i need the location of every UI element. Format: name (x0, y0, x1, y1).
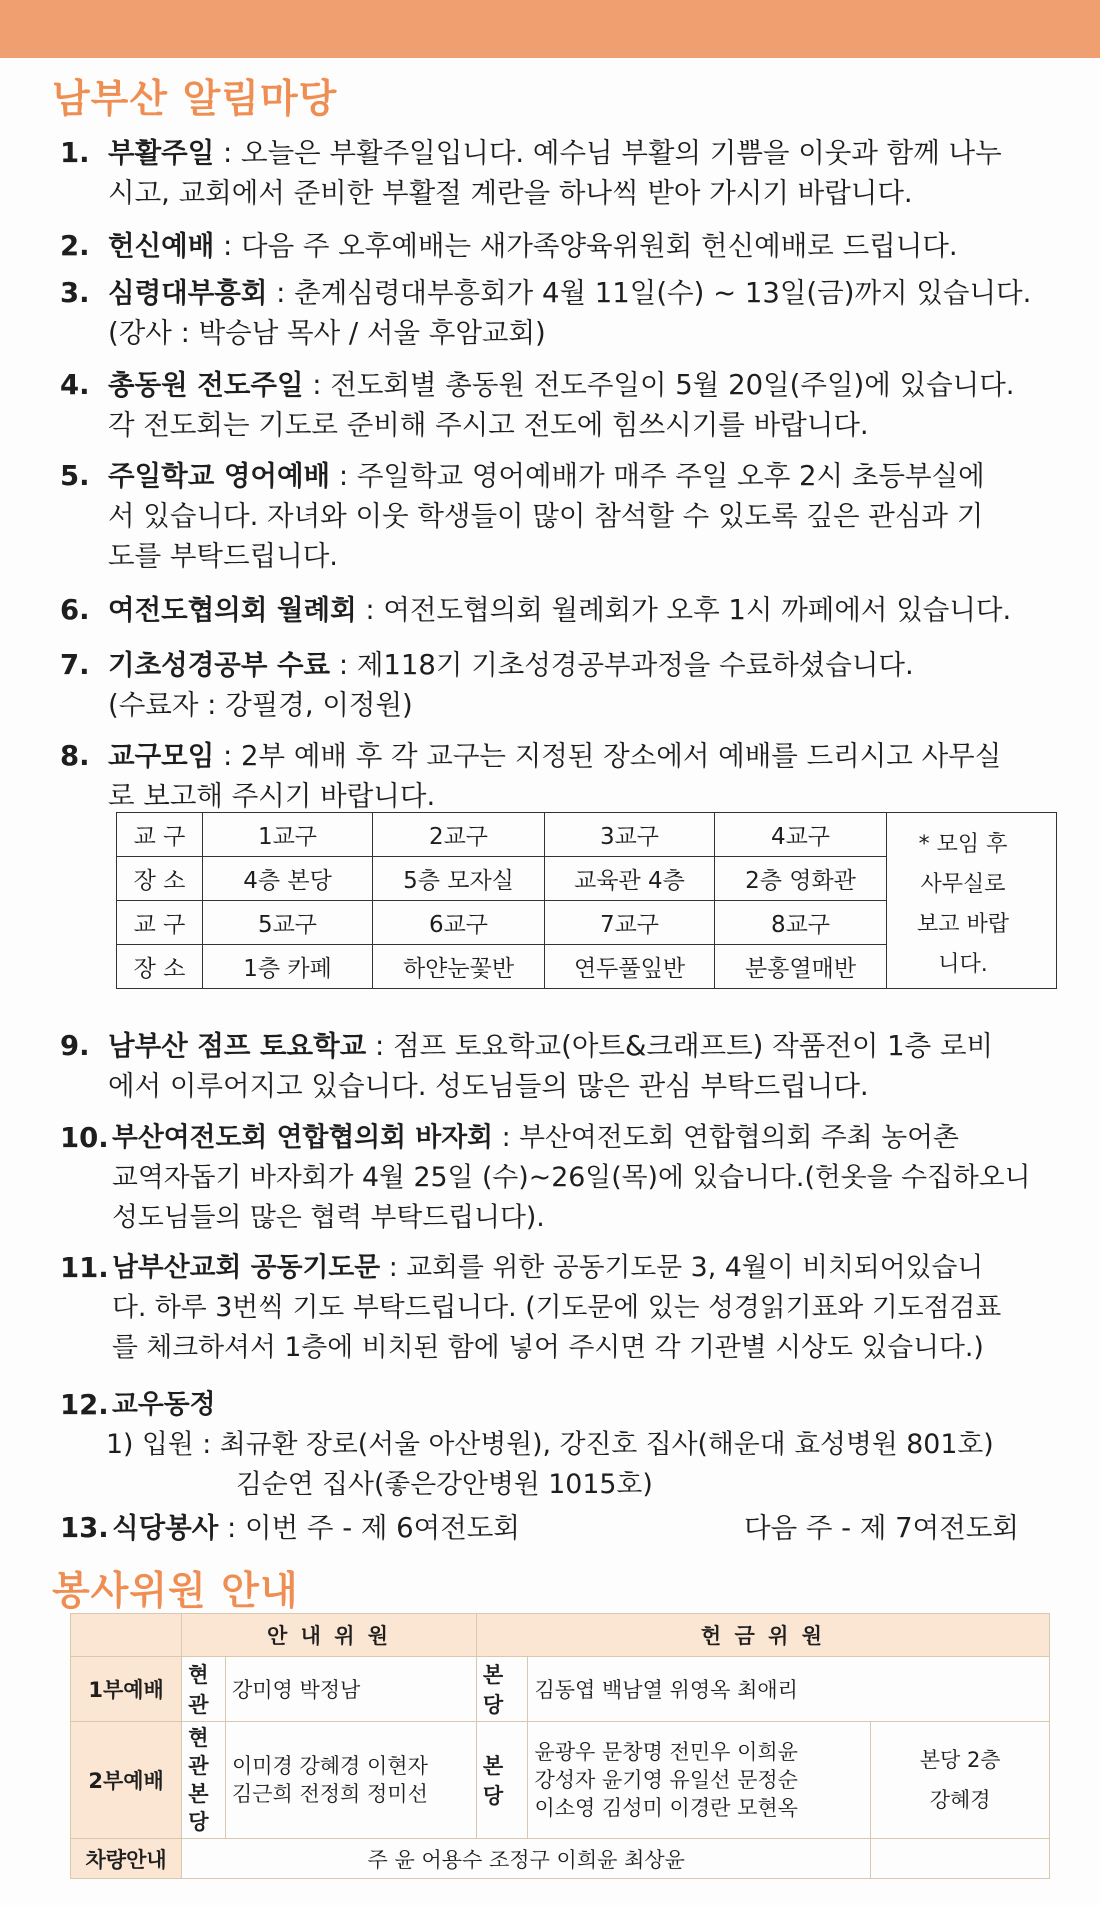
notice-section-title: 남부산 알림마당 (52, 77, 338, 122)
table-row (71, 1614, 1050, 1657)
item-number: 13. (60, 1512, 109, 1544)
item-title: 기초성경공부 수료 (108, 649, 331, 681)
table-cell: 6교구 (373, 901, 545, 945)
item-number: 3. (60, 277, 90, 309)
item-text-line3: 성도님들의 많은 협력 부탁드립니다). (112, 1202, 545, 1233)
volunteer-section-title: 봉사위원 안내 (52, 1569, 299, 1614)
item-number: 8. (60, 740, 90, 772)
item-text: 점프 토요학교(아트&크래프트) 작품전이 1층 로비 (392, 1030, 994, 1062)
row-label: 1부예배 (71, 1657, 182, 1722)
table-cell: 4교구 (715, 813, 887, 857)
item-text-line3: 를 체크하셔서 1층에 비치된 함에 넣어 주시면 각 기관별 시상도 있습니다.) (112, 1332, 984, 1363)
item-text-line2: 로 보고해 주시기 바랍니다. (108, 780, 436, 812)
item-number: 12. (60, 1389, 109, 1421)
top-color-band (0, 0, 1100, 58)
item-number: 10. (60, 1122, 109, 1154)
table-cell: 장 소 (117, 857, 203, 901)
item-title: 심령대부흥회 (108, 277, 268, 309)
item-text: 이번 주 - 제 6여전도회 (245, 1512, 520, 1544)
item-text: 춘계심령대부흥회가 4월 11일(수) ~ 13일(금)까지 있습니다. (294, 277, 1032, 309)
item-text: 여전도협의회 월례회가 오후 1시 까페에서 있습니다. (383, 594, 1012, 626)
table-cell: 교 구 (117, 901, 203, 945)
item-title: 식당봉사 (112, 1512, 219, 1544)
table-cell: 7교구 (545, 901, 715, 945)
table-cell: 1층 카페 (203, 945, 373, 989)
side-assignment: 본당 2층 강혜경 (871, 1722, 1050, 1839)
table-cell: 연두풀잎반 (545, 945, 715, 989)
table-header-offering: 헌 금 위 원 (476, 1614, 1049, 1657)
item-text-line2: (강사 : 박승남 목사 / 서울 후암교회) (108, 317, 546, 349)
item-title: 부산여전도회 연합협의회 바자회 (112, 1122, 494, 1153)
table-cell: 교육관 4층 (545, 857, 715, 901)
item-number: 1. (60, 137, 90, 169)
item-title: 남부산교회 공동기도문 (112, 1252, 381, 1283)
item-title: 부활주일 (108, 137, 215, 169)
place-labels: 현관 본당 (182, 1722, 226, 1839)
item-text: 오늘은 부활주일입니다. 예수님 부활의 기쁨을 이웃과 함께 나누 (241, 137, 1002, 169)
item-number: 6. (60, 594, 90, 626)
item-title: 헌신예배 (108, 230, 215, 262)
item-number: 11. (60, 1252, 109, 1284)
table-cell: 4층 본당 (203, 857, 373, 901)
item-text-line2: 각 전도회는 기도로 준비해 주시고 전도에 힘쓰시기를 바랍니다. (108, 409, 869, 441)
item-text: 부산여전도회 연합협의회 주최 농어촌 (519, 1122, 959, 1153)
table-cell: 5층 모자실 (373, 857, 545, 901)
table-header-guide: 안 내 위 원 (182, 1614, 477, 1657)
table-cell (71, 1614, 182, 1657)
row-label: 차량안내 (71, 1839, 182, 1879)
table-cell: 1교구 (203, 813, 373, 857)
item-title: 남부산 점프 토요학교 (108, 1030, 367, 1062)
item-text-line2: 서 있습니다. 자녀와 이웃 학생들이 많이 참석할 수 있도록 깊은 관심과 기 (108, 500, 984, 532)
item-number: 4. (60, 369, 90, 401)
parish-table-note: * 모임 후 사무실로 보고 바랍 니다. (916, 832, 1009, 977)
item-text-line3: 김순연 집사(좋은강안병원 1015호) (236, 1469, 653, 1500)
item-text: 교회를 위한 공동기도문 3, 4월이 비치되어있습니 (406, 1252, 984, 1283)
table-cell: 8교구 (715, 901, 887, 945)
item-number: 2. (60, 230, 90, 262)
item-number: 9. (60, 1030, 90, 1062)
item-title: 여전도협의회 월례회 (108, 594, 357, 626)
item-text: 주일학교 영어예배가 매주 주일 오후 2시 초등부실에 (356, 460, 985, 492)
item-text: 2부 예배 후 각 교구는 지정된 장소에서 예배를 드리시고 사무실 (241, 740, 1002, 772)
names: 주 윤 어용수 조정구 이희윤 최상윤 (182, 1839, 871, 1879)
table-cell: 3교구 (545, 813, 715, 857)
table-row (71, 1722, 1050, 1839)
names: 강미영 박정남 (225, 1657, 476, 1722)
table-cell: 장 소 (117, 945, 203, 989)
names: 이미경 강혜경 이현자 김근희 전정희 정미선 (225, 1722, 476, 1839)
place-label: 본당 (476, 1657, 528, 1722)
item-title: 교구모임 (108, 740, 215, 772)
volunteer-table (70, 1613, 1050, 1879)
item-text-next: 다음 주 - 제 7여전도회 (744, 1512, 1019, 1544)
item-number: 7. (60, 649, 90, 681)
item-text: 제118기 기초성경공부과정을 수료하셨습니다. (356, 649, 914, 681)
item-text-line2: (수료자 : 강필경, 이정원) (108, 689, 413, 721)
item-text-line2: 에서 이루어지고 있습니다. 성도님들의 많은 관심 부탁드립니다. (108, 1070, 869, 1102)
item-text-line2: 1) 입원 : 최규환 장로(서울 아산병원), 강진호 집사(해운대 효성병원 801호) (106, 1429, 994, 1460)
item-text-line3: 도를 부탁드립니다. (108, 540, 339, 572)
row-label: 2부예배 (71, 1722, 182, 1839)
item-text-line2: 다. 하루 3번씩 기도 부탁드립니다. (기도문에 있는 성경읽기표와 기도점검표 (112, 1292, 1002, 1323)
table-cell: 분홍열매반 (715, 945, 887, 989)
item-text: 다음 주 오후예배는 새가족양육위원회 헌신예배로 드립니다. (241, 230, 958, 262)
names: 윤광우 문창명 전민우 이희윤 강성자 윤기영 유일선 문정순 이소영 김성미 이경란 모현옥 (528, 1722, 871, 1839)
item-title: 교우동정 (112, 1389, 216, 1420)
table-cell: 교 구 (117, 813, 203, 857)
item-text: 전도회별 총동원 전도주일이 5월 20일(주일)에 있습니다. (330, 369, 1015, 401)
table-cell: 2교구 (373, 813, 545, 857)
table-row (71, 1839, 1050, 1879)
table-row (71, 1657, 1050, 1722)
item-title: 주일학교 영어예배 (108, 460, 331, 492)
item-number: 5. (60, 460, 90, 492)
place-label: 현관 (182, 1657, 226, 1722)
place-label: 본당 (476, 1722, 528, 1839)
item-text-line2: 시고, 교회에서 준비한 부활절 계란을 하나씩 받아 가시기 바랍니다. (108, 177, 913, 209)
table-cell: 5교구 (203, 901, 373, 945)
item-title: 총동원 전도주일 (108, 369, 304, 401)
table-cell: 하얀눈꽃반 (373, 945, 545, 989)
names: 김동엽 백남열 위영옥 최애리 (528, 1657, 1050, 1722)
table-cell: 2층 영화관 (715, 857, 887, 901)
table-cell (871, 1839, 1050, 1879)
item-text-line2: 교역자돕기 바자회가 4월 25일 (수)~26일(목)에 있습니다.(헌옷을 수집하오니 (112, 1162, 1031, 1193)
